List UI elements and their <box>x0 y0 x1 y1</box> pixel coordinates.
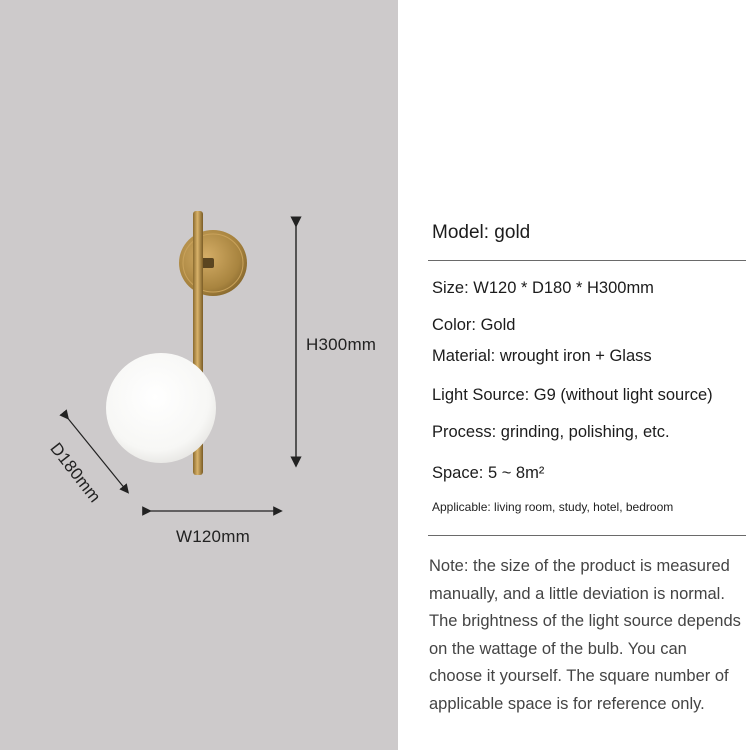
spec-panel <box>398 0 750 750</box>
applicable-spec: Applicable: living room, study, hotel, bedroom <box>432 500 674 514</box>
size-note: Note: the size of the product is measured manually, and a little deviation is normal. The brightness of the light source depends on the wattage of the bulb. You can choose it yourself. The square number of applicable space is for reference only. <box>429 557 741 713</box>
model-spec: Model: gold <box>432 222 531 243</box>
process-spec: Process: grinding, polishing, etc. <box>432 423 670 441</box>
light-source-spec: Light Source: G9 (without light source) <box>432 386 713 404</box>
spec-divider-top <box>428 260 746 261</box>
spec-divider-bottom <box>428 535 746 536</box>
material-spec: Material: wrought iron + Glass <box>432 347 652 365</box>
space-spec: Space: 5 ~ 8m² <box>432 464 545 482</box>
height-label: H300mm <box>306 335 377 354</box>
color-spec: Color: Gold <box>432 316 516 334</box>
depth-label: D180mm <box>46 439 105 507</box>
size-spec: Size: W120 * D180 * H300mm <box>432 279 654 297</box>
glass-globe <box>106 353 216 463</box>
width-label: W120mm <box>176 527 250 546</box>
